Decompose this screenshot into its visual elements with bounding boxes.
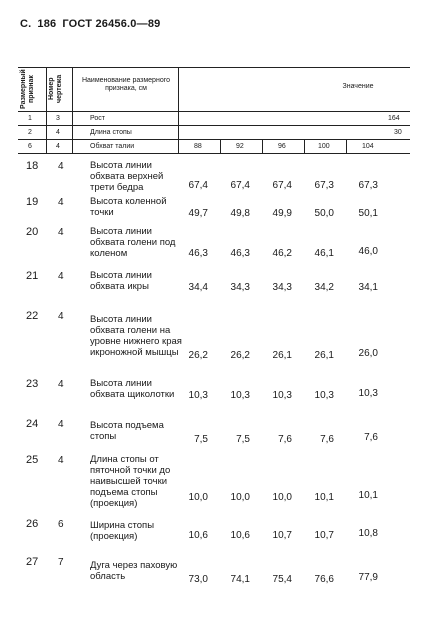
row-value: 76,6: [314, 574, 334, 585]
row-value: 10,3: [358, 388, 378, 399]
table-row: [18, 270, 410, 296]
rule: [18, 67, 410, 68]
row-value: 10,3: [314, 390, 334, 401]
row-value: 34,2: [314, 282, 334, 293]
row-value: 26,1: [272, 350, 292, 361]
row-value: 10,1: [358, 490, 378, 501]
row-number: 24: [26, 418, 39, 430]
row-label: Высота коленной точки: [90, 196, 167, 218]
row-label: Дуга через паховую область: [90, 560, 178, 582]
row-value: 34,3: [230, 282, 250, 293]
table-row: [18, 196, 410, 220]
row-figure: 4: [58, 455, 64, 466]
row-value: 67,4: [230, 180, 250, 191]
rule: [18, 125, 410, 126]
row-value: 73,0: [188, 574, 208, 585]
row-value: 10,0: [188, 492, 208, 503]
table-row: [18, 556, 410, 586]
row-value: 50,0: [314, 208, 334, 219]
row-value: 26,2: [188, 350, 208, 361]
table-row: [18, 160, 410, 196]
rule: [178, 67, 179, 153]
row-number: 22: [26, 310, 39, 322]
row-number: 27: [26, 556, 39, 568]
row-value: 67,3: [358, 180, 378, 191]
row-label: Высота линии обхвата голени под коленом: [90, 226, 176, 259]
row-number: 20: [26, 226, 39, 238]
row-value: 10,3: [272, 390, 292, 401]
table-row: [18, 454, 410, 509]
row-label: Высота линии обхвата верхней трети бедра: [90, 160, 164, 193]
row-value: 74,1: [230, 574, 250, 585]
row-value: 67,3: [314, 180, 334, 191]
row-value: 10,7: [314, 530, 334, 541]
lead-row-value: 30: [394, 129, 402, 136]
page-number: 186: [37, 18, 57, 30]
lead-row-label: Длина стопы: [90, 129, 132, 136]
row-value: 10,6: [188, 530, 208, 541]
row-figure: 4: [58, 227, 64, 238]
lead-row-fig: 3: [56, 115, 60, 122]
row-number: 18: [26, 160, 39, 172]
col-header-feature-no: Размерный признак: [20, 69, 35, 109]
row-figure: 4: [58, 197, 64, 208]
rule: [18, 111, 410, 112]
row-figure: 4: [58, 271, 64, 282]
row-label: Высота линии обхвата икры: [90, 270, 152, 292]
row-value: 46,2: [272, 248, 292, 259]
waist-size: 100: [318, 143, 330, 150]
table-row: [18, 378, 410, 404]
row-number: 23: [26, 378, 39, 390]
row-value: 34,3: [272, 282, 292, 293]
page-prefix: С.: [20, 18, 32, 30]
table-row: [18, 310, 410, 366]
waist-size: 104: [362, 143, 374, 150]
row-number: 25: [26, 454, 39, 466]
row-value: 49,9: [272, 208, 292, 219]
row-value: 10,1: [314, 492, 334, 503]
lead-row-num: 6: [28, 143, 32, 150]
lead-row-value: 164: [388, 115, 400, 122]
col-header-name: Наименование размерного признака, см: [81, 77, 171, 92]
row-figure: 7: [58, 557, 64, 568]
row-figure: 4: [58, 311, 64, 322]
lead-row-num: 1: [28, 115, 32, 122]
lead-row-fig: 4: [56, 143, 60, 150]
rule: [262, 139, 263, 153]
row-value: 7,6: [364, 432, 378, 443]
rule: [18, 139, 410, 140]
row-value: 7,6: [278, 434, 292, 445]
row-value: 7,5: [236, 434, 250, 445]
row-number: 21: [26, 270, 39, 282]
row-value: 49,7: [188, 208, 208, 219]
row-value: 7,6: [320, 434, 334, 445]
row-value: 10,7: [272, 530, 292, 541]
rule: [46, 67, 47, 153]
standard-code: ГОСТ 26456.0—89: [62, 18, 161, 30]
table-row: [18, 518, 410, 544]
row-figure: 4: [58, 161, 64, 172]
table-row: [18, 226, 410, 262]
waist-size: 92: [236, 143, 244, 150]
row-value: 34,1: [358, 282, 378, 293]
row-value: 50,1: [358, 208, 378, 219]
row-label: Высота подъема стопы: [90, 420, 164, 442]
row-number: 26: [26, 518, 39, 530]
row-number: 19: [26, 196, 39, 208]
row-value: 10,3: [188, 390, 208, 401]
lead-row-label: Обхват талии: [90, 143, 135, 150]
lead-row-fig: 4: [56, 129, 60, 136]
col-header-figure-no: Номер чертежа: [48, 74, 63, 104]
row-value: 10,0: [272, 492, 292, 503]
rule: [220, 139, 221, 153]
row-label: Ширина стопы (проекция): [90, 520, 155, 542]
rule: [18, 153, 410, 154]
row-figure: 6: [58, 519, 64, 530]
header-table: [18, 67, 410, 157]
row-figure: 4: [58, 379, 64, 390]
row-value: 67,4: [188, 180, 208, 191]
row-value: 77,9: [358, 572, 378, 583]
row-value: 10,6: [230, 530, 250, 541]
row-value: 10,3: [230, 390, 250, 401]
row-value: 46,3: [230, 248, 250, 259]
row-label: Длина стопы от пяточной точки до наивысшей точки подъема стопы (проекция): [90, 454, 171, 509]
rule: [304, 139, 305, 153]
row-value: 10,0: [230, 492, 250, 503]
row-figure: 4: [58, 419, 64, 430]
row-value: 10,8: [358, 528, 378, 539]
row-value: 26,1: [314, 350, 334, 361]
row-value: 34,4: [188, 282, 208, 293]
rule: [72, 67, 73, 153]
row-value: 26,0: [358, 348, 378, 359]
row-value: 49,8: [230, 208, 250, 219]
table-row: [18, 418, 410, 448]
lead-row-num: 2: [28, 129, 32, 136]
row-value: 46,0: [358, 246, 378, 257]
row-value: 46,1: [314, 248, 334, 259]
row-value: 67,4: [272, 180, 292, 191]
waist-size: 88: [194, 143, 202, 150]
row-value: 7,5: [194, 434, 208, 445]
row-value: 26,2: [230, 350, 250, 361]
row-label: Высота линии обхвата щиколотки: [90, 378, 175, 400]
rule: [346, 139, 347, 153]
page-header: [20, 18, 166, 30]
row-value: 46,3: [188, 248, 208, 259]
row-label: Высота линии обхвата голени на уровне нижнего края икроножной мышцы: [90, 314, 182, 358]
waist-size: 96: [278, 143, 286, 150]
lead-row-label: Рост: [90, 115, 105, 122]
row-value: 75,4: [272, 574, 292, 585]
col-header-value: Значение: [342, 83, 374, 90]
